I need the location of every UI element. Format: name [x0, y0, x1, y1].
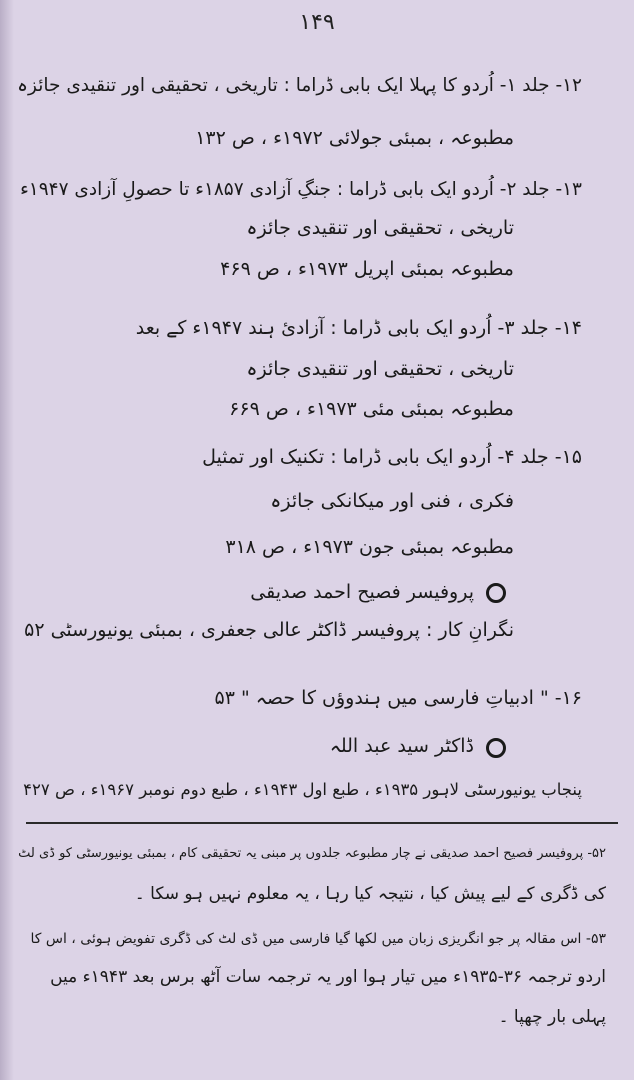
footnote-52-line-2: کی ڈگری کے لیے پیش کیا ، نتیجہ کیا رہا ، یہ معلوم نہیں ہو سکا ۔ — [134, 884, 606, 904]
footnote-divider — [26, 822, 618, 824]
entry-16-publication: پنجاب یونیورسٹی لاہور ۱۹۳۵ء ، طبع اول ۱۹۴۳ء ، طبع دوم نومبر ۱۹۶۷ء ، ص ۴۲۷ — [23, 780, 582, 799]
entry-15-subtitle: فکری ، فنی اور میکانکی جائزہ — [270, 490, 514, 512]
entry-16-author: ڈاکٹر سید عبد اللہ — [329, 735, 474, 757]
entry-12-title: ۱۲- جلد ۱- اُردو کا پہلا ایک بابی ڈراما : تاریخی ، تحقیقی اور تنقیدی جائزہ — [17, 75, 582, 96]
entry-13-publication: مطبوعہ بمبئی اپریل ۱۹۷۳ء ، ص ۴۶۹ — [220, 258, 514, 280]
entry-14-publication: مطبوعہ بمبئی مئی ۱۹۷۳ء ، ص ۶۶۹ — [229, 398, 514, 420]
footnote-53-line-1: ۵۳- اس مقالہ پر جو انگریزی زبان میں لکھا گیا فارسی میں ڈی لٹ کی ڈگری تفویض ہوئی ، اس کا — [30, 931, 606, 947]
entry-15-title: ۱۵- جلد ۴- اُردو ایک بابی ڈراما : تکنیک اور تمثیل — [202, 446, 582, 468]
page-edge-shadow — [0, 0, 14, 1080]
entry-13-title: ۱۳- جلد ۲- اُردو ایک بابی ڈراما : جنگِ آزادی ۱۸۵۷ء تا حصولِ آزادی ۱۹۴۷ء — [20, 179, 582, 200]
bullet-circle-1 — [486, 583, 506, 603]
entry-12-publication: مطبوعہ ، بمبئی جولائی ۱۹۷۲ء ، ص ۱۳۲ — [195, 127, 514, 149]
entry-15-publication: مطبوعہ بمبئی جون ۱۹۷۳ء ، ص ۳۱۸ — [225, 536, 514, 558]
footnote-53-line-3: پہلی بار چھپا ۔ — [498, 1007, 606, 1027]
bullet-circle-2 — [486, 738, 506, 758]
entry-14-title: ۱۴- جلد ۳- اُردو ایک بابی ڈراما : آزادیٔ ہند ۱۹۴۷ء کے بعد — [135, 317, 582, 339]
page-number: ۱۴۹ — [299, 10, 335, 35]
entry-13-subtitle: تاریخی ، تحقیقی اور تنقیدی جائزہ — [246, 217, 514, 239]
entry-14-subtitle: تاریخی ، تحقیقی اور تنقیدی جائزہ — [246, 358, 514, 380]
supervisor-line: نگرانِ کار : پروفیسر ڈاکٹر عالی جعفری ، بمبئی یونیورسٹی ۵۲ — [24, 619, 514, 641]
footnote-53-line-2: اردو ترجمہ ۳۶-۱۹۳۵ء میں تیار ہوا اور یہ ترجمہ سات آٹھ برس بعد ۱۹۴۳ء میں — [50, 967, 606, 987]
footnote-52-line-1: ۵۲- پروفیسر فصیح احمد صدیقی نے چار مطبوعہ جلدوں پر مبنی یہ تحقیقی کام ، بمبئی یونیورسٹی کو ڈی لٹ — [18, 846, 606, 861]
entry-16-title: ۱۶- " ادبیاتِ فارسی میں ہندوؤں کا حصہ " ۵۳ — [214, 687, 582, 709]
researcher-name: پروفیسر فصیح احمد صدیقی — [250, 581, 474, 603]
